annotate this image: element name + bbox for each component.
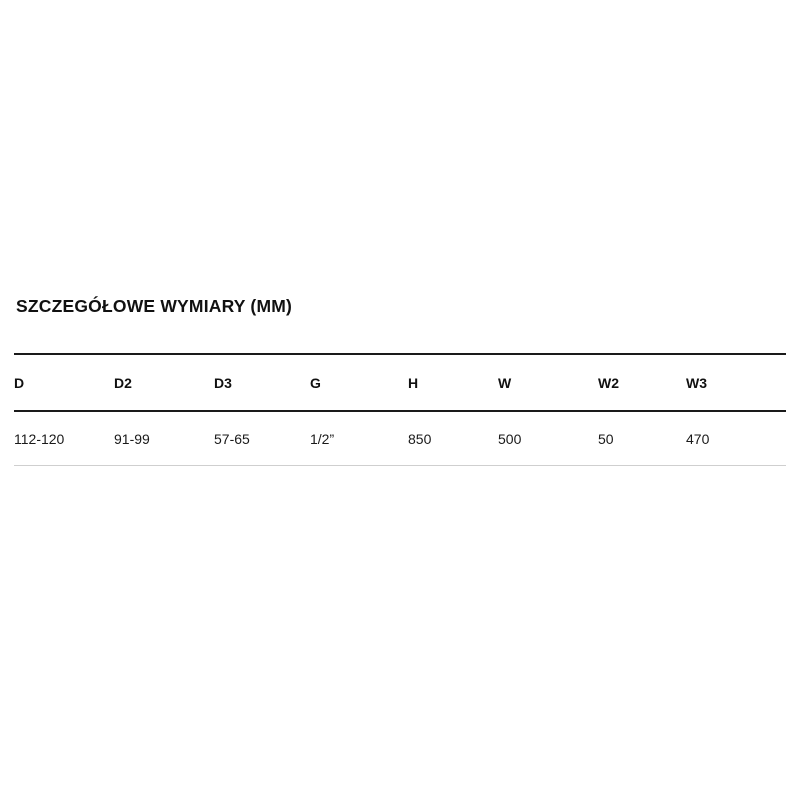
column-header-d: D xyxy=(14,354,114,411)
column-header-d2: D2 xyxy=(114,354,214,411)
table-header-row xyxy=(14,354,786,411)
column-header-w: W xyxy=(498,354,598,411)
specifications-section xyxy=(14,296,786,466)
cell-d3: 57-65 xyxy=(214,411,310,466)
table-row xyxy=(14,411,786,466)
column-header-d3: D3 xyxy=(214,354,310,411)
cell-d: 112-120 xyxy=(14,411,114,466)
cell-w3: 470 xyxy=(686,411,786,466)
column-header-g: G xyxy=(310,354,408,411)
cell-g: 1/2” xyxy=(310,411,408,466)
column-header-w3: W3 xyxy=(686,354,786,411)
cell-w2: 50 xyxy=(598,411,686,466)
dimensions-table xyxy=(14,353,786,466)
page-title: SZCZEGÓŁOWE WYMIARY (MM) xyxy=(16,296,293,316)
column-header-h: H xyxy=(408,354,498,411)
column-header-w2: W2 xyxy=(598,354,686,411)
cell-w: 500 xyxy=(498,411,598,466)
cell-h: 850 xyxy=(408,411,498,466)
cell-d2: 91-99 xyxy=(114,411,214,466)
